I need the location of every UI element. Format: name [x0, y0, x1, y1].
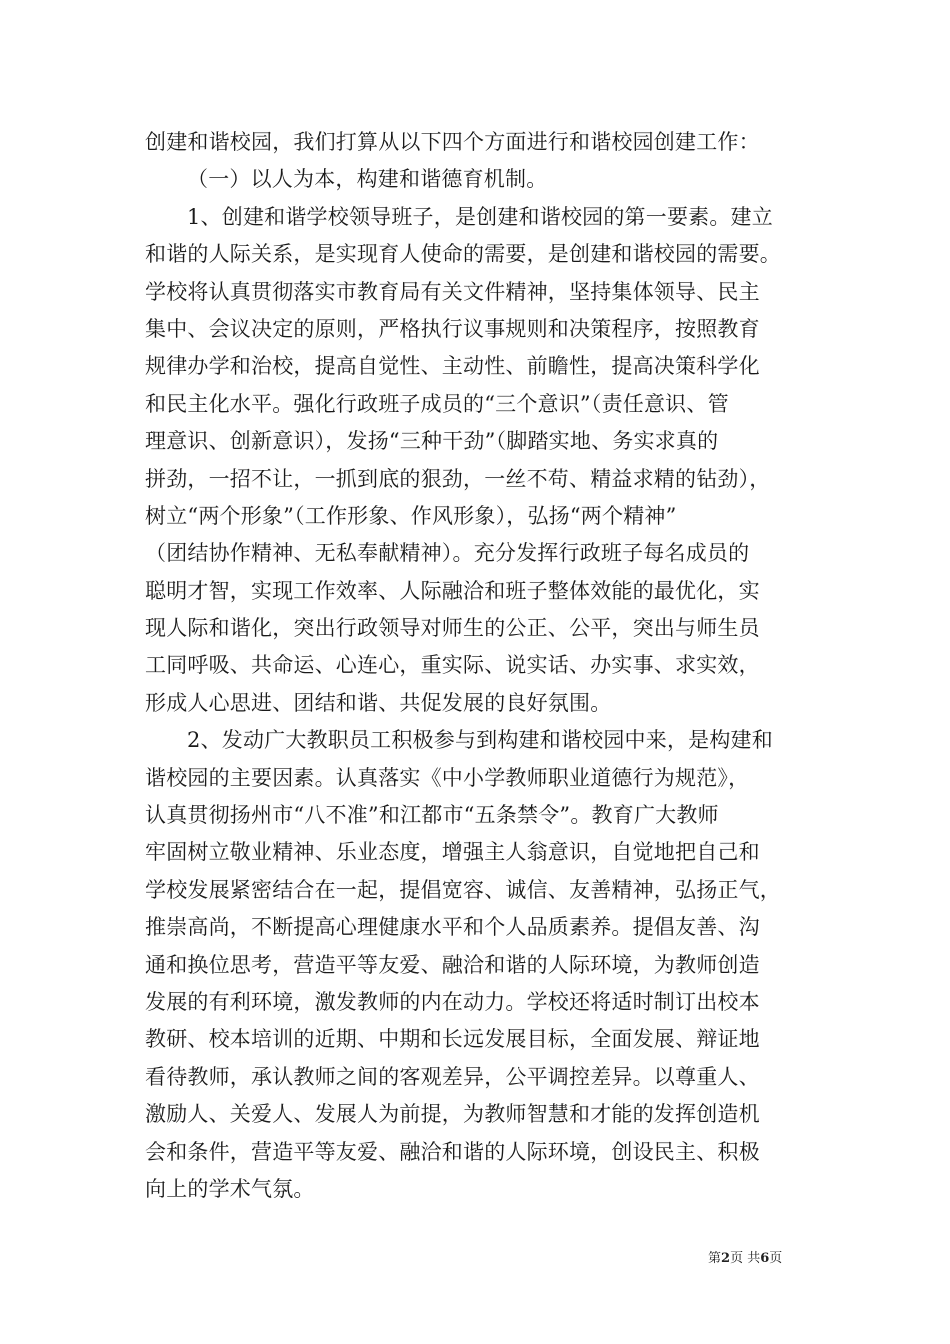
text-line: 规律办学和治校，提高自觉性、主动性、前瞻性，提高决策科学化 — [145, 354, 760, 379]
text-line: 向上的学术气氛。 — [145, 1176, 315, 1201]
text-line: 和谐的人际关系，是实现育人使命的需要，是创建和谐校园的需要。 — [145, 242, 781, 267]
text-line: 理意识、创新意识），发扬“三种干劲”（脚踏实地、务实求真的 — [145, 429, 719, 454]
text-line: 牢固树立敬业精神、乐业态度，增强主人翁意识，自觉地把自己和 — [145, 840, 760, 865]
footer-current-page: 2 — [721, 1251, 731, 1266]
text-line: 现人际和谐化，突出行政领导对师生的公正、公平，突出与师生员 — [145, 616, 760, 641]
text-line: 会和条件，营造平等友爱、融洽和谐的人际环境，创设民主、积极 — [145, 1139, 760, 1164]
text-line: 看待教师，承认教师之间的客观差异，公平调控差异。以尊重人、 — [145, 1064, 760, 1089]
text-line: 和民主化水平。强化行政班子成员的“三个意识”（责任意识、管 — [145, 391, 729, 416]
footer-suffix: 页 — [769, 1251, 783, 1266]
text-line: 创建和谐校园，我们打算从以下四个方面进行和谐校园创建工作： — [145, 130, 760, 154]
footer-prefix: 第 — [708, 1251, 722, 1266]
footer-middle: 页 共 — [730, 1251, 761, 1266]
text-line: 激励人、关爱人、发展人为前提，为教师智慧和才能的发挥创造机 — [145, 1102, 760, 1127]
page-footer — [708, 1247, 782, 1266]
text-line: 通和换位思考，营造平等友爱、融洽和谐的人际环境，为教师创造 — [145, 952, 760, 977]
text-line: 拼劲，一招不让，一抓到底的狠劲，一丝不苟、精益求精的钻劲）， — [145, 466, 771, 491]
text-line: （团结协作精神、无私奉献精神）。充分发挥行政班子每名成员的 — [145, 541, 750, 566]
text-line: 2、发动广大教职员工积极参与到构建和谐校园中来，是构建和 — [187, 728, 773, 753]
text-line: 集中、会议决定的原则，严格执行议事规则和决策程序，按照教育 — [145, 316, 760, 341]
text-line: 树立“两个形象”（工作形象、作风形象），弘扬“两个精神” — [145, 503, 677, 528]
text-line: 工同呼吸、共命运、心连心，重实际、说实话、办实事、求实效， — [145, 653, 760, 678]
text-line: （一）以人为本，构建和谐德育机制。 — [187, 167, 548, 192]
text-line: 教研、校本培训的近期、中期和长远发展目标，全面发展、辩证地 — [145, 1027, 760, 1052]
text-line: 1、创建和谐学校领导班子，是创建和谐校园的第一要素。建立 — [187, 204, 773, 229]
footer-total-pages: 6 — [760, 1251, 770, 1266]
text-line: 发展的有利环境，激发教师的内在动力。学校还将适时制订出校本 — [145, 989, 760, 1014]
text-line: 聪明才智，实现工作效率、人际融洽和班子整体效能的最优化，实 — [145, 578, 760, 603]
text-line: 学校将认真贯彻落实市教育局有关文件精神，坚持集体领导、民主 — [145, 279, 760, 304]
text-line: 谐校园的主要因素。认真落实《中小学教师职业道德行为规范》， — [145, 765, 750, 790]
text-line: 认真贯彻扬州市“八不准”和江都市“五条禁令”。教育广大教师 — [145, 803, 719, 828]
text-line: 形成人心思进、团结和谐、共促发展的良好氛围。 — [145, 690, 612, 715]
text-line: 推崇高尚，不断提高心理健康水平和个人品质素养。提倡友善、沟 — [145, 915, 760, 940]
text-line: 学校发展紧密结合在一起，提倡宽容、诚信、友善精神，弘扬正气， — [145, 877, 781, 902]
document-body — [145, 124, 810, 1208]
